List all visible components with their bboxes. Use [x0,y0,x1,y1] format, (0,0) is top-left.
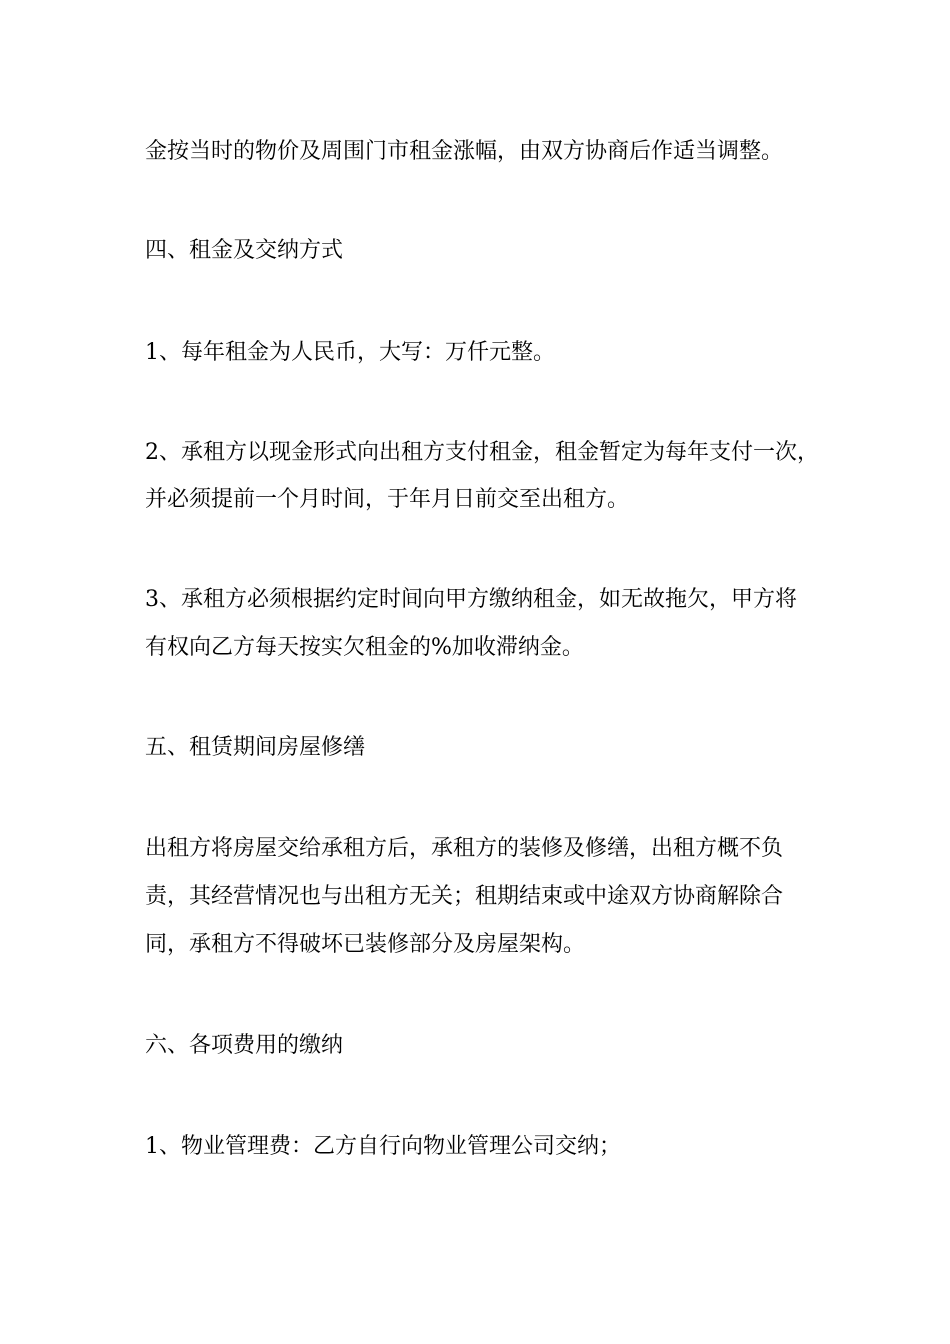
paragraph-line: 责，其经营情况也与出租方无关；租期结束或中途双方协商解除合 [145,884,784,909]
section-heading: 五、租赁期间房屋修缮 [145,735,366,760]
paragraph-line: 金按当时的物价及周围门市租金涨幅，由双方协商后作适当调整。 [145,139,784,164]
paragraph-line: 同，承租方不得破坏已装修部分及房屋架构。 [145,932,586,957]
paragraph-line: 2、承租方以现金形式向出租方支付租金，租金暂定为每年支付一次， [145,440,819,465]
paragraph-line: 1、每年租金为人民币，大写：万仟元整。 [145,340,555,365]
section-heading: 四、租金及交纳方式 [145,238,344,263]
paragraph-line: 1、物业管理费：乙方自行向物业管理公司交纳； [145,1134,621,1159]
paragraph-line: 3、承租方必须根据约定时间向甲方缴纳租金，如无故拖欠，甲方将 [145,587,797,612]
paragraph-line: 出租方将房屋交给承租方后，承租方的装修及修缮，出租方概不负 [145,836,784,861]
paragraph-line: 有权向乙方每天按实欠租金的%加收滞纳金。 [145,635,584,660]
paragraph-line: 并必须提前一个月时间，于年月日前交至出租方。 [145,487,630,512]
section-heading: 六、各项费用的缴纳 [145,1033,344,1058]
